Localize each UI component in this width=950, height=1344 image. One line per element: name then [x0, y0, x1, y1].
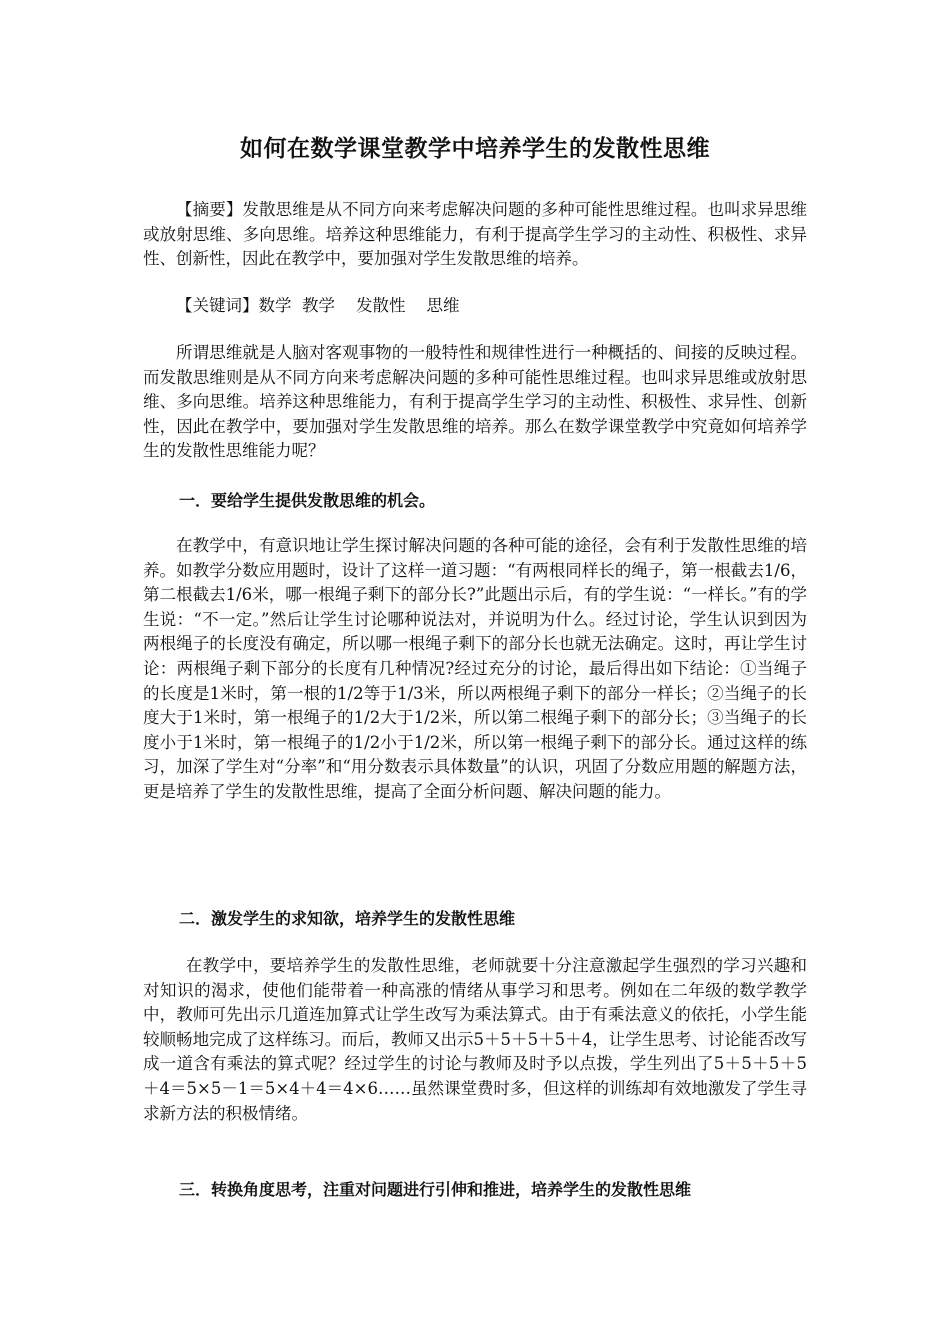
section-body-2: 在教学中，要培养学生的发散性思维，老师就要十分注意激起学生强烈的学习兴趣和对知识的渴求，使他们能带着一种高涨的情绪从事学习和思考。例如在二年级的数学教学中，教师可先出示几道连加算式让学生改写为乘法算式。由于有乘法意义的依托，小学生能较顺畅地完成了这样练习。而后，教师又出示5＋5＋5＋5＋4，让学生思考、讨论能否改写成一道含有乘法的算式呢？经过学生的讨论与教师及时予以点拨，学生列出了5＋5＋5＋5＋4＝5×5－1＝5×4＋4＝4×6……虽然课堂费时多，但这样的训练却有效地激发了学生寻求新方法的积极情绪。 — [143, 956, 807, 1123]
abstract-paragraph: 【摘要】发散思维是从不同方向来考虑解决问题的多种可能性思维过程。也叫求异思维或放射思维、多向思维。培养这种思维能力，有利于提高学生学习的主动性、积极性、求异性、创新性，因此在教学中，要加强对学生发散思维的培养。 — [143, 200, 807, 269]
section-heading-2: 二．激发学生的求知欲，培养学生的发散性思维 — [179, 909, 516, 928]
keywords-line: 【关键词】数学 教学 发散性 思维 — [176, 296, 460, 315]
intro-paragraph: 所谓思维就是人脑对客观事物的一般特性和规律性进行一种概括的、间接的反映过程。而发散思维则是从不同方向来考虑解决问题的多种可能性思维过程。也叫求异思维或放射思维、多向思维。培养这种思维能力，有利于提高学生学习的主动性、积极性、求异性、创新性，因此在教学中，要加强对学生发散思维的培养。那么在数学课堂教学中究竟如何培养学生的发散性思维能力呢？ — [143, 343, 807, 461]
section-heading-3: 三．转换角度思考，注重对问题进行引伸和推进，培养学生的发散性思维 — [179, 1180, 692, 1199]
section-heading-1: 一．要给学生提供发散思维的机会。 — [179, 491, 436, 510]
section-body-1: 在教学中，有意识地让学生探讨解决问题的各种可能的途径，会有利于发散性思维的培养。如教学分数应用题时，设计了这样一道习题：“有两根同样长的绳子，第一根截去1/6，第二根截去1/6米，哪一根绳子剩下的部分长?”此题出示后，有的学生说：“一样长。”有的学生说：“不一定。”然后让学生讨论哪种说法对，并说明为什么。经过讨论，学生认识到因为两根绳子的长度没有确定，所以哪一根绳子剩下的部分长也就无法确定。这时，再让学生讨论：两根绳子剩下部分的长度有几种情况?经过充分的讨论，最后得出如下结论：①当绳子的长度是1米时，第一根的1/2等于1/3米，所以两根绳子剩下的部分一样长；②当绳子的长度大于1米时，第一根绳子的1/2大于1/2米，所以第二根绳子剩下的部分长；③当绳子的长度小于1米时，第一根绳子的1/2小于1/2米，所以第一根绳子剩下的部分长。通过这样的练习，加深了学生对“分率”和“用分数表示具体数量”的认识，巩固了分数应用题的解题方法，更是培养了学生的发散性思维，提高了全面分析问题、解决问题的能力。 — [143, 536, 807, 801]
document-title: 如何在数学课堂教学中培养学生的发散性思维 — [240, 136, 710, 162]
